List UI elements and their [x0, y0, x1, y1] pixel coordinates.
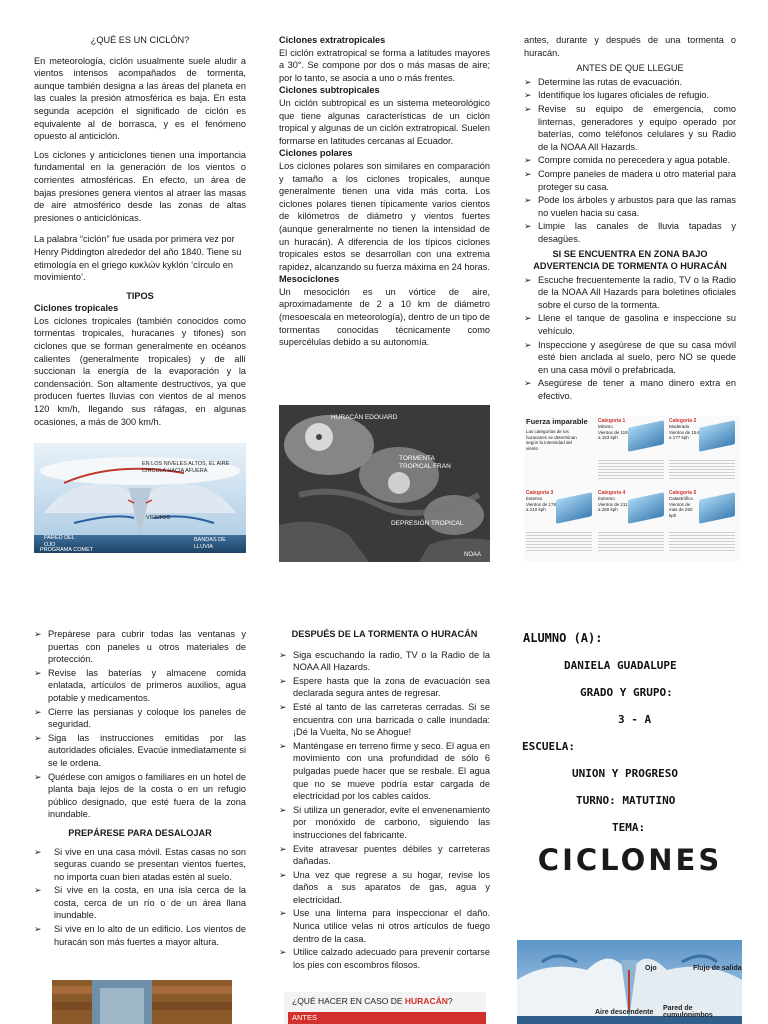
list-item-text: Asegúrese de tener a mano dinero extra en efectivo. — [538, 378, 736, 402]
category-card — [598, 418, 666, 486]
paragraph-tropicales: Los ciclones tropicales (también conocidos como tormentas tropicales, huracanes y tifones) son ciclones que se forman generalmente en océanos calientes (generalmente tropicales) y de allí succionan la energía de la evaporación y la condensación. Son altamente destructivos, ya que producen fuertes lluvias con vientos de al menos 120 km/h, llegando sus ráfagas, en algunas ocasiones, a más de 300 km/h. — [34, 315, 246, 427]
list-item-text: Identifique los lugares oficiales de refugio. — [538, 90, 710, 101]
category-name: Categoría 4 — [598, 490, 626, 496]
list-item-text: Limpie las canales de lluvia tapadas y desagües. — [538, 221, 736, 244]
category-card — [598, 490, 666, 558]
bullet-arrow-icon: ➢ — [524, 103, 532, 114]
list-item-text: Evite atravesar puentes débiles y carreteras dañadas. — [293, 843, 490, 867]
category-sub: Extremo — [598, 496, 615, 501]
list-item — [524, 377, 736, 402]
list-item-text: Una vez que regrese a su hogar, revise los daños a sus aparatos de gas, agua y electricidad. — [293, 869, 490, 905]
list-item — [34, 923, 246, 948]
list-item-text: Inspeccione y asegúrese de que su casa móvil esté bien anclada al suelo, pero NO se quede en una casa móvil o prefabricada. — [538, 339, 736, 375]
bullet-arrow-icon: ➢ — [524, 195, 532, 206]
subheading-tropicales: Ciclones tropicales — [34, 303, 119, 314]
column-despues — [279, 628, 490, 972]
paragraph-extratropicales: El ciclón extratropical se forma a latitudes mayores a 30°. Se compone por dos o más masas de aire; por lo tanto, se asocia a uno o más frentes. — [279, 47, 490, 83]
list-preparacion — [34, 628, 246, 821]
list-item-text: Prepárese para cubrir todas las ventanas y puertas con paneles u otros materiales de protección. — [48, 629, 246, 665]
list-item — [279, 701, 490, 739]
category-wind: Vientos de 154 a 177 kph — [669, 429, 699, 440]
cover-tema-label: TEMA: — [612, 821, 646, 834]
category-card — [526, 490, 594, 558]
subheading-extratropicales: Ciclones extratropicales — [279, 35, 386, 45]
category-name: Categoría 3 — [526, 490, 554, 496]
list-item-text: Quédese con amigos o familiares en un hotel de planta baja lejos de la costa o en un refugio público designado, que esté fuera de la zona inundable. — [48, 771, 246, 820]
diagram2-label-aire: Aire descendente — [595, 1009, 654, 1016]
cover-title: CICLONES — [537, 843, 723, 877]
list-item — [524, 103, 736, 153]
section-title-despues: DESPUÉS DE LA TORMENTA O HURACÁN — [291, 629, 478, 639]
list-item — [279, 675, 490, 700]
category-description-lines — [669, 530, 735, 552]
list-despues — [279, 649, 490, 972]
satellite-label-edouard: HURACÁN EDOUARD — [331, 414, 398, 421]
list-item — [34, 628, 246, 666]
diagram2-label-pared: Pared de cumulonimbos — [663, 1005, 713, 1019]
category-name: Categoría 5 — [669, 490, 697, 496]
category-sub: Extenso — [526, 496, 543, 501]
list-item — [34, 706, 246, 731]
bullet-arrow-icon: ➢ — [524, 90, 532, 101]
column-preparese — [34, 628, 246, 949]
category-description-lines — [526, 530, 592, 552]
cover-turno: TURNO: MATUTINO — [576, 794, 676, 807]
section-title-que-es: ¿QUÉ ES UN CICLÓN? — [90, 35, 190, 45]
bullet-arrow-icon: ➢ — [279, 740, 287, 751]
infographic-title: Fuerza imparable — [526, 417, 588, 426]
bullet-arrow-icon: ➢ — [34, 885, 42, 896]
list-item — [34, 771, 246, 821]
diagram-label-bandas: BANDAS DE LLUVIA — [194, 537, 226, 550]
category-description-lines — [598, 530, 664, 552]
bullet-arrow-icon: ➢ — [279, 843, 287, 854]
list-item — [279, 907, 490, 945]
column-que-es-un-ciclon — [34, 34, 246, 434]
list-item — [34, 884, 246, 922]
banner-question — [292, 996, 453, 1006]
list-item-text: Llene el tanque de gasolina e inspeccione su vehículo. — [538, 313, 736, 337]
section-title-desalojar: PREPÁRESE PARA DESALOJAR — [68, 827, 212, 838]
paragraph-polares: Los ciclones polares son similares en comparación y tamaño a los ciclones tropicales, aunque generalmente tienen una vida más corta. Los ciclones polares tienen típicamente varios cientos de kilómetros de diámetro y vientos fuertes (aunque generalmente no tienen la intensidad de un huracán). A diferencia de los típicos ciclones tropicales estos se desarrollan con una extrema rapidez, alcanzando su fuerza máxima en 24 horas. — [279, 160, 490, 272]
list-item — [524, 312, 736, 337]
diagram2-label-ojo: Ojo — [645, 965, 657, 972]
category-wind: Vientos de más de 250 kph — [669, 501, 693, 518]
list-item — [34, 846, 246, 884]
list-item-text: Compre comida no perecedera y agua potable. — [538, 155, 731, 166]
diagram-label-top: EN LOS NIVELES ALTOS, EL AIRE CIRCULA HACIA AFUERA — [142, 461, 230, 474]
list-item-text: Siga las instrucciones emitidas por las autoridades oficiales. Evacúe inmediatamente si se le ordena. — [48, 732, 246, 768]
column-tipos-ciclones — [279, 34, 490, 355]
category-wind: Vientos de 178 a 210 kph — [526, 501, 556, 512]
list-item — [524, 274, 736, 312]
list-item — [279, 869, 490, 907]
column-antes-huracan — [524, 34, 736, 404]
list-item-text: Cierre las persianas y coloque los paneles de seguridad. — [48, 706, 246, 730]
list-item — [34, 732, 246, 770]
paragraph-importancia: Los ciclones y anticiclones tienen una importancia fundamental en la generación de los vientos o corrientes atmosféricas. En efecto, un área de bajas presiones genera vientos al atraer las masas de aire atmosférico desde las zonas de altas presiones o anticiclónicas. — [34, 149, 246, 223]
bullet-arrow-icon: ➢ — [524, 339, 532, 350]
list-item-text: Espere hasta que la zona de evacuación sea declarada segura antes de regresar. — [293, 675, 490, 699]
banner-tab-antes: ANTES — [288, 1012, 486, 1024]
category-sub: Moderado — [669, 424, 690, 429]
paragraph-intro-continuacion: antes, durante y después de una tormenta o huracán. — [524, 35, 736, 58]
diagram-label-vientos: VIENTOS — [146, 515, 171, 521]
diagram-label-pared: PARED DEL OJO — [44, 535, 75, 548]
bullet-arrow-icon: ➢ — [524, 221, 532, 232]
cover-grado-label: GRADO Y GRUPO: — [580, 686, 673, 699]
list-item — [524, 76, 736, 89]
subheading-subtropicales: Ciclones subtropicales — [279, 85, 380, 96]
category-name: Categoría 2 — [669, 418, 697, 424]
bullet-arrow-icon: ➢ — [524, 274, 532, 285]
bullet-arrow-icon: ➢ — [279, 908, 287, 919]
category-card — [669, 490, 737, 558]
list-item-text: Siga escuchando la radio, TV o la Radio de la NOAA All Hazards. — [293, 649, 490, 673]
list-item — [524, 339, 736, 377]
bullet-arrow-icon: ➢ — [524, 168, 532, 179]
bullet-arrow-icon: ➢ — [279, 869, 287, 880]
list-item — [524, 168, 736, 193]
list-item — [279, 804, 490, 842]
paragraph-etimologia: La palabra “ciclón” fue usada por primera vez por Henry Piddington alrededor del año 1840. Tiene su etimología en el griego κυκλών kyklón ‘círculo en movimiento’. — [34, 234, 242, 283]
list-item — [279, 649, 490, 674]
bullet-arrow-icon: ➢ — [524, 76, 532, 87]
list-item-text: Compre paneles de madera u otro material para proteger su casa. — [538, 168, 736, 192]
paragraph-subtropicales: Un ciclón subtropical es un sistema meteorológico que tiene algunas características de un ciclón tropical y algunas de un ciclón extratropical. Suelen formarse en latitudes cercanas al Ecuador. — [279, 97, 490, 146]
bullet-arrow-icon: ➢ — [34, 732, 42, 743]
list-item — [279, 946, 490, 971]
subheading-polares: Ciclones polares — [279, 148, 353, 159]
list-item — [524, 89, 736, 102]
list-item-text: Escuche frecuentemente la radio, TV o la Radio de la NOAA All Hazards para boletines oficiales sobre el curso de la tormenta. — [538, 274, 736, 310]
section-title-antes: ANTES DE QUE LLEGUE — [576, 63, 684, 74]
cover-escuela-name: UNION Y PROGRESO — [572, 767, 678, 780]
paragraph-mesociclones: Un mesociclón es un vórtice de aire, aproximadamente de 2 a 10 km de diámetro (mesoescala en meteorología), dentro de un tipo de tormentas conocidas técnicamente como supercélulas debido a su autonomía. — [279, 286, 490, 348]
banner-question-end: ? — [447, 996, 453, 1006]
list-item-text: Si vive en la costa, en una isla cerca de la costa, cerca de un río o de un área llana inundable. — [54, 885, 246, 921]
bullet-arrow-icon: ➢ — [279, 649, 287, 660]
section-title-tipos: TIPOS — [126, 290, 154, 301]
category-card — [669, 418, 737, 486]
category-name: Categoría 1 — [598, 418, 626, 424]
bullet-arrow-icon: ➢ — [34, 771, 42, 782]
bullet-arrow-icon: ➢ — [279, 675, 287, 686]
list-advertencia — [524, 274, 736, 403]
section-title-advertencia: SI SE ENCUENTRA EN ZONA BAJO ADVERTENCIA DE TORMENTA O HURACÁN — [533, 248, 727, 272]
list-item-text: Si vive en una casa móvil. Estas casas no son seguras cuando se presentan vientos fuertes, no importa cuan bien atadas estén al suelo. — [54, 846, 246, 882]
paragraph-definicion: En meteorología, ciclón usualmente suele aludir a vientos intensos acompañados de tormenta, aunque también designa a las áreas del planeta en las cuales la presión atmosférica es baja. En esta segunda acepción el significado de ciclón es equivalente al de borrasca, y es el fenómeno opuesto al anticiclón. — [34, 55, 246, 142]
boarded-window-photo — [52, 980, 232, 1024]
category-wind: Vientos de 119 a 153 kph — [598, 429, 628, 440]
que-hacer-banner — [284, 992, 486, 1024]
list-item-text: Revise su equipo de emergencia, como linternas, generadores y equipo operado por baterías, como teléfonos celulares y su Radio de la NOAA All Hazards. — [538, 103, 736, 152]
list-antes — [524, 76, 736, 246]
banner-question-text: ¿QUÉ HACER EN CASO DE — [292, 996, 405, 1006]
list-item — [524, 154, 736, 167]
bullet-arrow-icon: ➢ — [279, 701, 287, 712]
list-item — [279, 740, 490, 803]
list-item-text: Manténgase en terreno firme y seco. El agua en movimiento con una profundidad de sólo 6 pulgadas puede hacer que se resbale. El agua que no se mueve podría estar cargada de electricidad por los cables caídos. — [293, 740, 490, 802]
infographic-subtitle: Las categorías de los huracanes se determinan según la intensidad del viento — [526, 429, 577, 451]
list-item-text: Utilice calzado adecuado para prevenir cortarse los pies con escombros filosos. — [293, 947, 490, 970]
category-sub: Mínimo — [598, 424, 613, 429]
list-item-text: Revise las baterías y almacene comida enlatada, artículos de primeros auxilios, agua potable y medicamentos. — [48, 667, 246, 703]
hurricane-structure-diagram — [34, 443, 246, 553]
list-item-text: Si vive en lo alto de un edificio. Los vientos de huracán son más fuertes a mayor altura. — [54, 924, 246, 947]
bullet-arrow-icon: ➢ — [34, 706, 42, 717]
subheading-mesociclones: Mesociclones — [279, 274, 340, 285]
bullet-arrow-icon: ➢ — [279, 804, 287, 815]
satellite-image — [279, 405, 490, 562]
list-item — [279, 843, 490, 868]
diagram2-label-flujo: Flujo de salida — [693, 965, 742, 972]
list-item — [34, 667, 246, 705]
list-item-text: Esté al tanto de las carreteras cerradas. Si se encuentra con una barricada o calle inundada: ¡Dé la Vuelta, No se Ahogue! — [293, 701, 490, 738]
category-description-lines — [669, 458, 735, 480]
list-item-text: Determine las rutas de evacuación. — [538, 76, 683, 87]
satellite-label-fran: TORMENTA TROPICAL FRAN — [399, 455, 451, 470]
list-item-text: Use una linterna para inspeccionar el daño. Nunca utilice velas ni otros artículos de fuego dentro de la casa. — [293, 908, 490, 944]
bullet-arrow-icon: ➢ — [279, 947, 287, 958]
list-desalojar — [34, 846, 246, 949]
satellite-label-noaa: NOAA — [464, 552, 482, 558]
category-wind: Vientos de 211 a 250 kph — [598, 501, 628, 512]
list-item-text: Pode los árboles y arbustos para que las ramas no vuelen hacia su casa. — [538, 195, 736, 218]
cover-grado-value: 3 - A — [618, 713, 652, 726]
diagram-label-credit: PROGRAMA COMET — [40, 547, 94, 553]
hurricane-categories-infographic — [524, 416, 740, 562]
satellite-label-depresion: DEPRESIÓN TROPICAL — [391, 520, 464, 527]
bullet-arrow-icon: ➢ — [34, 667, 42, 678]
bullet-arrow-icon: ➢ — [524, 155, 532, 166]
bullet-arrow-icon: ➢ — [524, 313, 532, 324]
category-description-lines — [598, 458, 664, 480]
list-item-text: Si utiliza un generador, evite el envenenamiento por monóxido de carbono, siguiendo las instrucciones del fabricante. — [293, 804, 490, 840]
list-item — [524, 220, 736, 245]
list-item — [524, 194, 736, 219]
cover-alumno-label: ALUMNO (A): — [523, 631, 603, 645]
cyclone-cross-section-diagram — [517, 940, 742, 1024]
bullet-arrow-icon: ➢ — [34, 629, 42, 639]
banner-hurricane-word: HURACÁN — [404, 996, 448, 1006]
cover-escuela-label: ESCUELA: — [522, 740, 575, 753]
bullet-arrow-icon: ➢ — [34, 846, 42, 857]
cover-alumno-name: DANIELA GUADALUPE — [564, 659, 677, 672]
bullet-arrow-icon: ➢ — [34, 924, 42, 935]
category-sub: Catastrófico — [669, 496, 694, 501]
bullet-arrow-icon: ➢ — [524, 378, 532, 389]
